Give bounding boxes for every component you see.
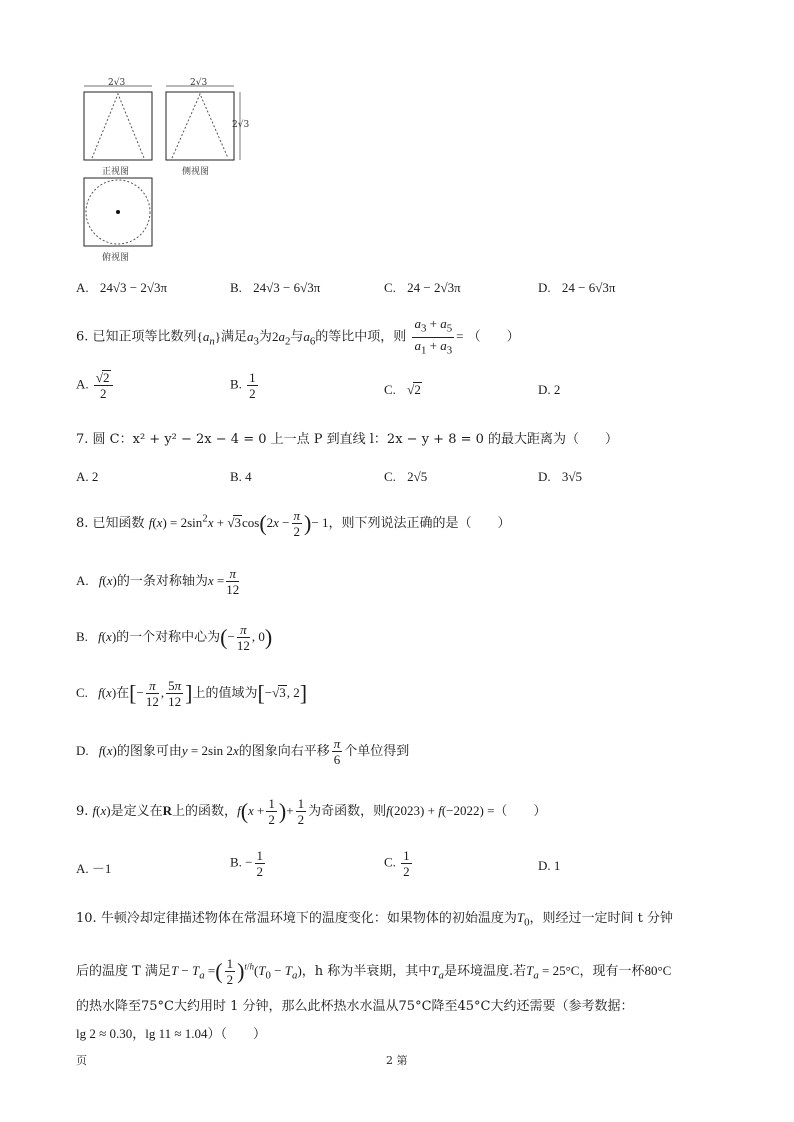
option-label: C. bbox=[384, 854, 396, 870]
option-label: A. bbox=[76, 376, 89, 392]
side-view bbox=[166, 86, 240, 160]
option-label: C. bbox=[384, 469, 396, 484]
q8-option-a[interactable]: A. f(x)的一条对称轴为x = $\frac{\pi}{12}$ bbox=[76, 566, 240, 597]
q6-option-d[interactable] bbox=[538, 382, 560, 398]
option-label: D. bbox=[538, 469, 551, 484]
option-label: B. bbox=[230, 376, 242, 392]
q5-option-c[interactable] bbox=[384, 280, 461, 296]
q9-option-c[interactable]: C. $\frac{1}{2}$ bbox=[384, 848, 410, 879]
stem-text: 圆 C：x² + y² − 2x − 4 = 0 上一点 P 到直线 l：2x − y + 8 = 0 的最大距离为（ ） bbox=[92, 432, 619, 447]
q9-option-d[interactable] bbox=[538, 858, 560, 874]
question-8-stem: 8. 已知函数 $f(x) = 2\sin^2x + √3\cos(2x$ − $\frac{\pi}{2}$ )− 1，则下列说法正确的是（ ） bbox=[76, 508, 511, 539]
option-text: 的一个对称中心为 bbox=[116, 630, 221, 645]
stem-text: ，h 称为半衰期，其中 bbox=[301, 964, 432, 979]
option-text: 的图象可由 bbox=[116, 744, 182, 759]
option-text: 在 bbox=[116, 686, 130, 701]
stem-text: 后的温度 T 满足 bbox=[76, 964, 171, 979]
option-label: A. bbox=[76, 280, 89, 295]
question-number: 6. bbox=[76, 329, 89, 345]
option-value: 24√3 − 6√3π bbox=[253, 280, 321, 295]
option-value: 24 − 2√3π bbox=[407, 280, 461, 295]
q6-fraction: $\frac{a_3 + a_5}{a_1 + a_3}$ bbox=[414, 316, 453, 357]
stem-text: 牛顿冷却定律描述物体在常温环境下的温度变化：如果物体的初始温度为 bbox=[100, 911, 517, 926]
q7-option-d[interactable] bbox=[538, 469, 582, 485]
question-10-line-3 bbox=[76, 995, 634, 1014]
question-number: 7. bbox=[76, 432, 89, 447]
question-9-stem: 9. f(x)是定义在R上的函数，f(x + $\frac{1}{2}$ )+ $\frac{1}{2}$ 为奇函数，则f(2023) + f(−2022) =（ ） bbox=[76, 796, 547, 827]
footer-left: 页 bbox=[76, 1054, 87, 1067]
option-text: D. 1 bbox=[538, 858, 561, 873]
option-label: C. bbox=[76, 685, 88, 700]
option-label: B. bbox=[76, 629, 88, 644]
answer-blank: （ ） bbox=[494, 804, 547, 819]
question-number: 8. bbox=[76, 516, 89, 531]
stem-text: 已知函数 bbox=[92, 516, 145, 531]
q8-option-d[interactable]: D. f(x)的图象可由y = 2sin 2x的图象向右平移 $\frac{\pi}{6}$ 个单位得到 bbox=[76, 736, 410, 767]
question-10-line-1: 10. 牛顿冷却定律描述物体在常温环境下的温度变化：如果物体的初始温度为$T_0$，则经过一定时间 t 分钟 bbox=[76, 910, 673, 929]
q5-option-a[interactable] bbox=[76, 280, 167, 296]
q6-option-a[interactable]: A. $\frac{√2}{2}$ bbox=[76, 370, 115, 401]
q7-option-b[interactable] bbox=[230, 469, 252, 485]
stem-text: 上的函数， bbox=[172, 804, 238, 819]
stem-text: 的等比中项，则 bbox=[315, 329, 407, 345]
stem-text: ，则经过一定时间 t 分钟 bbox=[529, 911, 673, 926]
option-label: D. bbox=[76, 743, 89, 758]
q8-option-b[interactable]: B. f(x)的一个对称中心为(− $\frac{\pi}{12}$ , 0) bbox=[76, 622, 273, 653]
stem-text: ，则下列说法正确的是（ ） bbox=[328, 516, 511, 531]
option-label: B. bbox=[230, 280, 242, 295]
top-view-label: 俯视图 bbox=[102, 253, 130, 263]
side-view-dim-right: 2√3 bbox=[232, 120, 250, 130]
stem-text: 已知正项等比数列 bbox=[92, 329, 197, 345]
stem-text: 为 bbox=[258, 329, 272, 345]
front-view-label: 正视图 bbox=[102, 167, 130, 177]
option-label: D. 2 bbox=[538, 382, 561, 397]
option-text: 上的值域为 bbox=[192, 686, 258, 701]
option-value: 2√5 bbox=[407, 469, 428, 484]
stem-text: lg 2 ≈ 0.30，lg 11 ≈ 1.04）（ ） bbox=[76, 1026, 267, 1041]
front-view-dim-top: 2√3 bbox=[108, 78, 126, 88]
top-view bbox=[84, 178, 152, 246]
q5-option-d[interactable] bbox=[538, 280, 615, 296]
q6-option-b[interactable]: B. $\frac{1}{2}$ bbox=[230, 370, 256, 401]
real-set-symbol: R bbox=[162, 803, 173, 818]
stem-text: 的热水降至75°C大约用时 1 分钟，那么此杯热水水温从75°C降至45°C大约还需要（参考数据： bbox=[76, 999, 634, 1014]
stem-text: 是环境温度.若 bbox=[443, 964, 527, 979]
question-7-stem bbox=[76, 428, 618, 447]
question-6-stem: 6. 已知正项等比数列$\{a_n\}$满足$a_3$为$2a_2$与$a_6$的等比中项，则 $\frac{a_3 + a_5}{a_1 + a_3}$ = （ ） bbox=[76, 316, 520, 357]
front-view bbox=[84, 86, 152, 160]
option-text: 个单位得到 bbox=[344, 744, 410, 759]
side-view-dim-top: 2√3 bbox=[190, 78, 208, 88]
q9-option-a[interactable] bbox=[76, 858, 111, 877]
option-value: 24 − 6√3π bbox=[561, 280, 616, 295]
question-10-line-4 bbox=[76, 1023, 266, 1042]
option-value: 3√5 bbox=[561, 469, 583, 484]
stem-text: 与 bbox=[290, 329, 304, 345]
option-text: 的一条对称轴为 bbox=[116, 574, 208, 589]
answer-blank: （ ） bbox=[467, 329, 520, 345]
q7-option-c[interactable] bbox=[384, 469, 427, 485]
q5-option-b[interactable] bbox=[230, 280, 320, 296]
option-label: A. bbox=[76, 573, 89, 588]
page-number: 2 第 bbox=[386, 1054, 408, 1067]
question-number: 10. bbox=[76, 911, 97, 926]
q7-option-a[interactable] bbox=[76, 469, 98, 485]
option-label: C. bbox=[384, 280, 396, 295]
option-text: A. －1 bbox=[76, 861, 112, 876]
side-view-label: 侧视图 bbox=[182, 167, 210, 177]
stem-text: ，现有一杯 bbox=[579, 964, 645, 979]
question-10-line-2: 后的温度 T 满足$T - T_a$ =( $\frac{1}{2}$ )$^{t/h}(T_0 - T_a)$，h 称为半衰期，其中$T_a$是环境温度.若$T_a = 25^\circ C$，现有一杯80°C bbox=[76, 956, 672, 987]
option-label: C. bbox=[384, 382, 396, 397]
option-value: 24√3 − 2√3π bbox=[99, 280, 168, 295]
stem-text: 是定义在 bbox=[110, 804, 163, 819]
stem-text: 为奇函数，则 bbox=[308, 804, 387, 819]
question-number: 9. bbox=[76, 804, 89, 819]
option-text: B. 4 bbox=[230, 469, 252, 484]
q6-option-c[interactable]: C. √2 bbox=[384, 382, 421, 397]
q9-option-b[interactable]: B. − $\frac{1}{2}$ bbox=[230, 848, 264, 879]
option-label: D. bbox=[538, 280, 551, 295]
option-text: A. 2 bbox=[76, 469, 99, 484]
option-text: 的图象向右平移 bbox=[238, 744, 330, 759]
q8-option-c[interactable]: C. f(x)在[− $\frac{\pi}{12}$ , $\frac{5\pi}{12}$ ]上的值域为[−√3, 2] bbox=[76, 678, 308, 709]
option-label: B. bbox=[230, 854, 242, 870]
stem-text: 满足 bbox=[220, 329, 247, 345]
